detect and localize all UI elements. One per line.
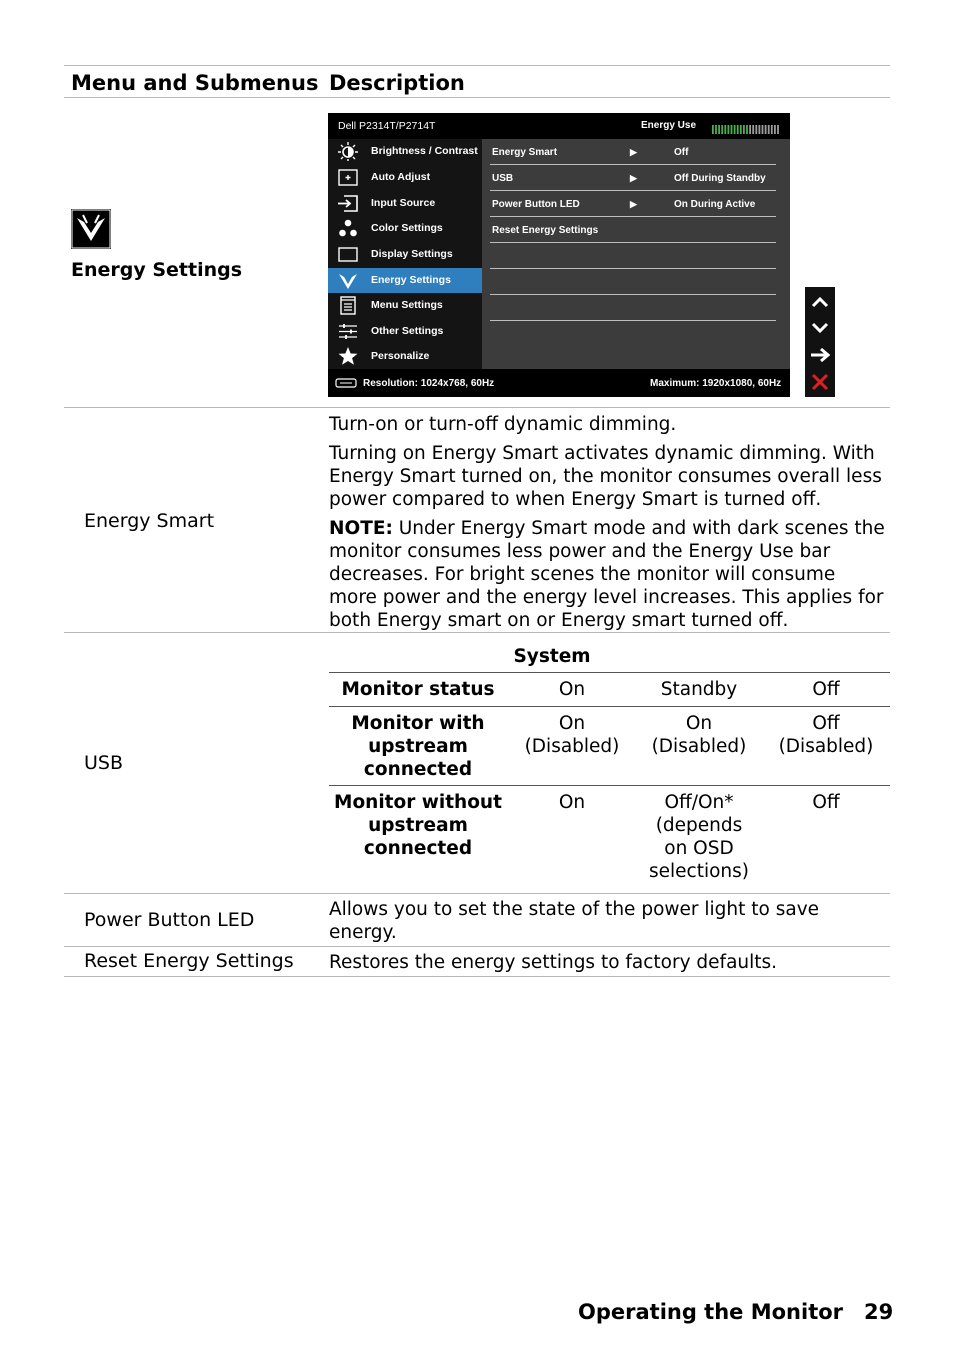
usb-rule [329, 706, 890, 707]
osd-menu-item-menu-settings[interactable] [328, 293, 482, 318]
power-button-led-label: Power Button LED [84, 909, 255, 931]
energy-bar-segment [746, 125, 748, 134]
energy-bar-segment [718, 125, 720, 134]
osd-menu-label: Auto Adjust [371, 171, 431, 183]
usb-rule [329, 672, 890, 673]
usb-label: USB [84, 752, 124, 774]
auto-adjust-icon [338, 168, 358, 187]
osd-menu-label: Display Settings [371, 248, 453, 260]
value-line: Off [812, 713, 840, 734]
value-line: selections) [648, 861, 749, 882]
osd-menu-label: Brightness / Contrast [371, 145, 478, 157]
value-line: On [558, 713, 586, 734]
osd-submenu-reset-energy[interactable] [490, 217, 776, 243]
other-settings-icon [338, 322, 358, 341]
triangle-right-icon: ▶ [630, 173, 637, 183]
osd-menu-item-color-settings[interactable] [328, 216, 482, 241]
top-rule [64, 65, 890, 66]
osd-menu-item-auto-adjust[interactable] [328, 165, 482, 190]
energy-settings-icon [71, 209, 111, 249]
energy-bar-segment [712, 125, 714, 134]
osd-nav-buttons [805, 287, 835, 397]
connector-icon [335, 378, 357, 388]
energy-bar-segment [771, 125, 773, 134]
osd-menu-label: Input Source [371, 197, 436, 209]
osd-menu-item-input-source[interactable] [328, 191, 482, 216]
usb-monitor-status-label: Monitor status [341, 679, 495, 700]
energy-bar-segment [724, 125, 726, 134]
value-line: Off/On* [664, 792, 734, 813]
value-line: (Disabled) [651, 736, 747, 757]
usb-row-without-upstream-label [329, 791, 507, 860]
paragraph: Turning on Energy Smart activates dynamic dimming. With Energy Smart turned on, the monitor consumes overall less power compared to when Energy Smart is turned off. [329, 443, 882, 510]
usb-without-upstream-standby [637, 791, 761, 883]
usb-system-header: System [513, 646, 591, 667]
label-line: upstream [368, 815, 468, 836]
value-line: On [685, 713, 713, 734]
energy-bar-segment [777, 125, 779, 134]
energy-bar-segment [721, 125, 723, 134]
energy-bar-segment [768, 125, 770, 134]
osd-submenu-label: USB [492, 173, 514, 184]
energy-settings-label: Energy Settings [71, 259, 243, 281]
input-source-icon [338, 194, 358, 213]
down-button[interactable] [805, 315, 835, 341]
osd-submenu-empty [490, 321, 776, 346]
osd-submenu-usb[interactable] [490, 165, 776, 191]
osd-submenu-energy-smart[interactable] [490, 139, 776, 165]
label-line: Monitor with [351, 713, 485, 734]
col-header-description: Description [329, 71, 465, 95]
bottom-rule [64, 976, 890, 977]
osd-submenu-empty [490, 295, 776, 321]
osd-submenu-empty [490, 269, 776, 295]
energy-smart-label: Energy Smart [84, 510, 215, 532]
energy-use-bar [712, 121, 780, 130]
usb-rule [329, 785, 890, 786]
energy-bar-segment [734, 125, 736, 134]
osd-submenu-value: Off [674, 147, 689, 158]
osd-submenu-value: Off During Standby [674, 173, 766, 184]
osd-main-menu [328, 139, 482, 369]
header-rule [64, 97, 890, 98]
note-label: NOTE: [329, 518, 393, 539]
energy-bar-segment [752, 125, 754, 134]
reset-energy-settings-label: Reset Energy Settings [84, 950, 294, 972]
footer-section-title: Operating the Monitor [578, 1300, 844, 1324]
label-line: connected [363, 759, 473, 780]
enter-button[interactable] [805, 342, 835, 368]
row-rule [64, 632, 890, 633]
color-settings-icon [338, 219, 358, 238]
osd-menu-label: Menu Settings [371, 299, 443, 311]
label-line: upstream [368, 736, 468, 757]
chevron-down-icon [805, 315, 835, 341]
triangle-right-icon: ▶ [630, 199, 637, 209]
osd-menu-item-other-settings[interactable] [328, 319, 482, 344]
energy-bar-segment [728, 125, 730, 134]
up-button[interactable] [805, 289, 835, 315]
note-paragraph [329, 517, 887, 632]
energy-bar-segment [762, 125, 764, 134]
osd-menu-label: Personalize [371, 350, 430, 362]
osd-menu-screenshot [328, 113, 790, 397]
value-line: (Disabled) [778, 736, 874, 757]
usb-row-with-upstream-label [329, 712, 507, 781]
usb-status-off: Off [812, 679, 840, 700]
triangle-right-icon: ▶ [630, 147, 637, 157]
usb-status-standby: Standby [660, 679, 738, 700]
osd-menu-label: Color Settings [371, 222, 443, 234]
exit-button[interactable] [805, 369, 835, 395]
usb-with-upstream-on [512, 712, 632, 758]
osd-resolution: Resolution: 1024x768, 60Hz [363, 378, 495, 389]
energy-bar-segment [749, 125, 751, 134]
osd-submenu-value: On During Active [674, 199, 756, 210]
value-line: Off [812, 792, 840, 813]
energy-bar-segment [715, 125, 717, 134]
brightness-icon [338, 142, 358, 161]
value-line: (Disabled) [524, 736, 620, 757]
osd-menu-label: Energy Settings [371, 274, 451, 286]
value-line: (depends [655, 815, 743, 836]
osd-menu-item-personalize[interactable] [328, 344, 482, 369]
arrow-right-icon [805, 342, 835, 368]
display-settings-icon [338, 245, 358, 264]
usb-with-upstream-standby [637, 712, 761, 758]
osd-title-bar [328, 113, 790, 139]
energy-bar-segment [755, 125, 757, 134]
star-icon [338, 347, 358, 366]
osd-model-name: Dell P2314T/P2714T [338, 120, 436, 132]
osd-submenu-empty [490, 243, 776, 269]
value-line: On [558, 792, 586, 813]
chevron-up-icon [805, 289, 835, 315]
reset-energy-settings-description: Restores the energy settings to factory defaults. [329, 952, 778, 973]
row-rule [64, 893, 890, 894]
paragraph: Turn-on or turn-off dynamic dimming. [329, 414, 677, 435]
osd-menu-item-brightness[interactable] [328, 139, 482, 164]
energy-bar-segment [759, 125, 761, 134]
usb-without-upstream-off [766, 791, 886, 814]
osd-menu-item-display-settings[interactable] [328, 242, 482, 267]
usb-without-upstream-on [512, 791, 632, 814]
close-icon [805, 369, 835, 395]
energy-icon [338, 271, 358, 290]
note-text: Under Energy Smart mode and with dark scenes the monitor consumes less power and the Energy Use bar decreases. For bright scenes the monitor will consume more power and the energy level increases. This applies for both Energy smart on or Energy smart turned off. [329, 518, 885, 631]
energy-bar-segment [774, 125, 776, 134]
energy-bar-segment [743, 125, 745, 134]
usb-status-on: On [558, 679, 586, 700]
usb-with-upstream-off [766, 712, 886, 758]
row-rule [64, 407, 890, 408]
osd-maximum-resolution: Maximum: 1920x1080, 60Hz [650, 378, 782, 389]
energy-bar-segment [737, 125, 739, 134]
energy-bar-segment [740, 125, 742, 134]
osd-status-bar [328, 369, 790, 397]
label-line: Monitor without [334, 792, 502, 813]
osd-energy-use-label: Energy Use [641, 120, 697, 131]
power-button-led-description: Allows you to set the state of the power light to save energy. [329, 899, 820, 943]
menu-settings-icon [338, 296, 358, 315]
energy-bar-segment [765, 125, 767, 134]
page-number: 29 [864, 1300, 894, 1324]
osd-menu-label: Other Settings [371, 325, 444, 337]
osd-submenu-label: Energy Smart [492, 147, 558, 158]
row-rule [64, 946, 890, 947]
osd-submenu-label: Reset Energy Settings [492, 225, 599, 236]
energy-smart-description [329, 413, 887, 638]
osd-submenu-label: Power Button LED [492, 199, 580, 210]
osd-submenu-power-button-led[interactable] [490, 191, 776, 217]
energy-bar-segment [731, 125, 733, 134]
col-header-menu: Menu and Submenus [71, 71, 319, 95]
osd-menu-item-energy-settings[interactable] [328, 268, 482, 293]
label-line: connected [363, 838, 473, 859]
value-line: on OSD [664, 838, 734, 859]
